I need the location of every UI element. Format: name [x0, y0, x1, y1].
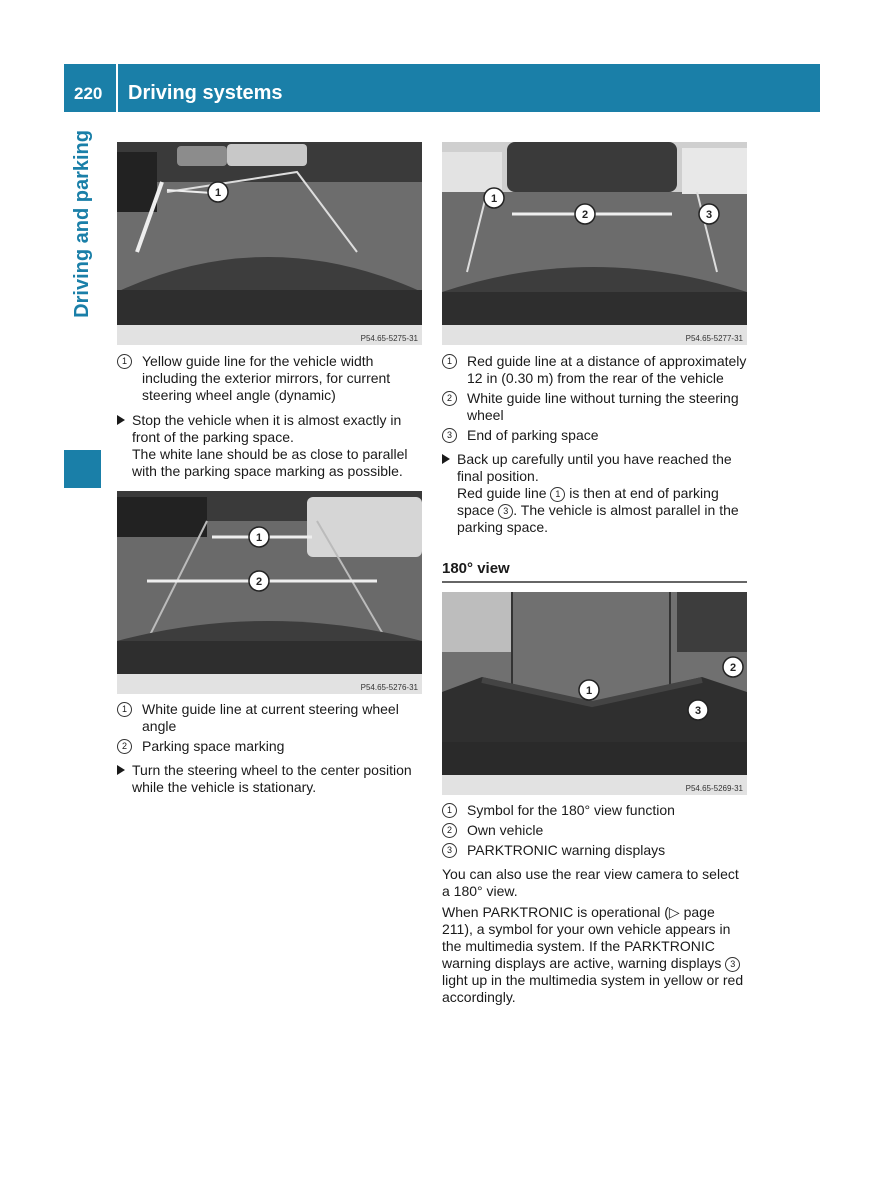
callout-number: 1 [550, 487, 565, 502]
instruction-step [442, 451, 747, 536]
list-item [442, 427, 747, 444]
callout-number: 2 [117, 739, 132, 754]
page-title: Driving systems [128, 82, 283, 104]
figure-code: P54.65-5276-31 [360, 683, 418, 692]
body-paragraph: You can also use the rear view camera to select a 180° view. [442, 866, 739, 899]
figure-marker: 3 [705, 209, 713, 221]
camera-image-4-drawing [442, 592, 747, 775]
list-item [117, 738, 422, 755]
camera-image-1-drawing [117, 142, 422, 325]
side-tab-marker [64, 450, 101, 488]
instruction-text: Stop the vehicle when it is almost exactly in front of the parking space. [132, 412, 402, 445]
camera-image-4 [442, 592, 747, 795]
figure-code: P54.65-5269-31 [685, 784, 743, 793]
page-header [64, 64, 820, 112]
body-paragraph: When PARKTRONIC is operational (▷ page 211), a symbol for your own vehicle appears in the multimedia system. If the PARKTRONIC warning displays are active, warning displays 3 light up in the multimedia system in yellow or red accordingly. [442, 904, 744, 1005]
callout-number: 1 [442, 354, 457, 369]
list-item-text: Yellow guide line for the vehicle width including the exterior mirrors, for current steering wheel angle (dynamic) [142, 353, 391, 403]
list-item-text: End of parking space [467, 427, 599, 443]
callout-number: 3 [498, 504, 513, 519]
callout-number: 1 [117, 354, 132, 369]
section-heading: 180° view [442, 560, 747, 583]
list-item [442, 390, 747, 424]
camera-image-3 [442, 142, 747, 345]
figure-marker: 1 [585, 685, 593, 697]
list-item [117, 701, 422, 735]
camera-image-2 [117, 491, 422, 694]
list-item-text: Symbol for the 180° view function [467, 802, 675, 818]
side-tab [64, 112, 101, 488]
arrow-icon [117, 765, 125, 775]
list-item [442, 802, 747, 819]
arrow-icon [442, 454, 450, 464]
list-item [442, 353, 747, 387]
list-item-text: Own vehicle [467, 822, 544, 838]
figure-marker: 1 [255, 532, 263, 544]
figure-code: P54.65-5277-31 [685, 334, 743, 343]
callout-number: 3 [442, 428, 457, 443]
callout-number: 2 [442, 391, 457, 406]
callout-number: 2 [442, 823, 457, 838]
figure-marker: 1 [490, 193, 498, 205]
list-item-text: PARKTRONIC warning displays [467, 842, 666, 858]
figure-marker: 2 [581, 209, 589, 221]
list-item-text: White guide line without turning the steering wheel [467, 390, 739, 423]
instruction-step [117, 412, 422, 480]
camera-image-1 [117, 142, 422, 345]
list-item-text: Parking space marking [142, 738, 285, 754]
instruction-note: The white lane should be as close to parallel with the parking space marking as possible. [132, 446, 408, 479]
list-item-text: White guide line at current steering wheel angle [142, 701, 399, 734]
figure-marker: 1 [214, 187, 222, 199]
camera-image-2-drawing [117, 491, 422, 674]
side-tab-label: Driving and parking [71, 130, 93, 318]
arrow-icon [117, 415, 125, 425]
list-item [442, 822, 747, 839]
page-number: 220 [74, 84, 103, 103]
list-item [442, 842, 747, 859]
camera-image-3-drawing [442, 142, 747, 325]
instruction-note: Red guide line 1 is then at end of parking space 3 . The vehicle is almost parallel in the parking space. [457, 485, 739, 535]
figure-marker: 2 [255, 576, 263, 588]
figure-marker: 2 [729, 662, 737, 674]
instruction-text: Back up carefully until you have reached the final position. [457, 451, 732, 484]
callout-number: 3 [442, 843, 457, 858]
header-divider [116, 64, 118, 112]
callout-number: 1 [442, 803, 457, 818]
list-item [117, 353, 422, 404]
callout-number: 3 [725, 957, 740, 972]
callout-number: 1 [117, 702, 132, 717]
instruction-step [117, 762, 422, 796]
list-item-text: Red guide line at a distance of approximately 12 in (0.30 m) from the rear of the vehicle [467, 353, 747, 386]
instruction-text: Turn the steering wheel to the center position while the vehicle is stationary. [132, 762, 412, 795]
figure-marker: 3 [694, 705, 702, 717]
figure-code: P54.65-5275-31 [360, 334, 418, 343]
